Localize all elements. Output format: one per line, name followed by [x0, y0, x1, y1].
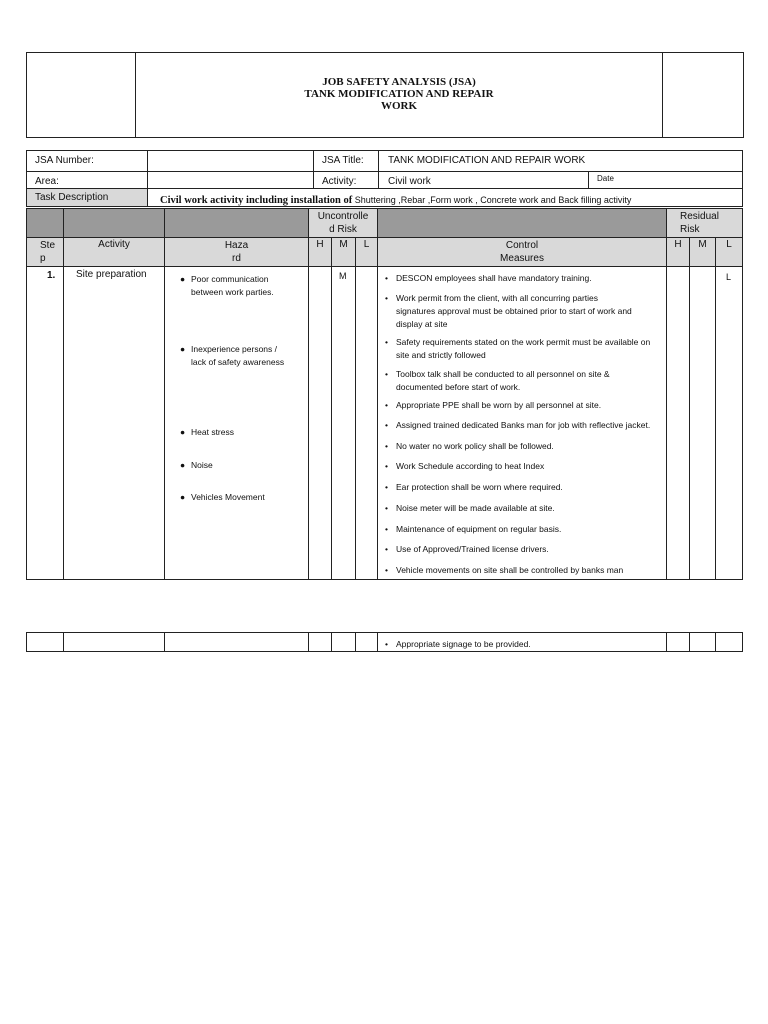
control-item: • Assigned trained dedicated Banks man for job with reflective jacket.: [385, 420, 651, 430]
col-residual-h: H: [674, 239, 682, 250]
control-item: • Work Schedule according to heat Index: [385, 461, 545, 471]
control-item: • Work permit from the client, with all concurring parties signatures approval must be obtained prior to start of work and display at site: [385, 293, 632, 329]
control-item: • Toolbox talk shall be conducted to all personnel on site & documented before start of work.: [385, 369, 610, 392]
col-hazard-header: Haza rd: [224, 240, 249, 264]
task-description-main: Civil work activity including installation of: [160, 195, 353, 206]
jsa-number-label: JSA Number:: [35, 155, 94, 166]
hazard-item: ● Vehicles Movement: [180, 492, 265, 502]
col-control-header: Control Measures: [500, 240, 544, 264]
col-residual-m: M: [698, 239, 707, 250]
area-label: Area:: [35, 176, 59, 187]
col-residual-l: L: [726, 239, 732, 250]
control-item: • Safety requirements stated on the work permit must be available on site and strictly followed: [385, 337, 651, 360]
row-residual-l: L: [726, 272, 732, 282]
row-step: 1.: [47, 270, 56, 281]
hazard-item: ● Inexperience persons / lack of safety awareness: [180, 344, 285, 367]
col-uncontrolled-l: L: [363, 239, 370, 250]
residual-risk-header: Residual Risk: [680, 211, 719, 235]
task-description-label: Task Description: [35, 192, 109, 203]
row-uncontrolled-m: M: [339, 271, 347, 281]
col-step-header: Ste p: [40, 240, 56, 264]
hazard-item: ● Heat stress: [180, 427, 234, 437]
task-description-value: [160, 190, 631, 208]
uncontrolled-risk-header: Uncontrolle d Risk: [317, 211, 369, 235]
col-activity-header: Activity: [98, 239, 130, 250]
document-title: JOB SAFETY ANALYSIS (JSA) TANK MODIFICATION AND REPAIR WORK: [304, 76, 494, 112]
control-item: • No water no work policy shall be followed.: [385, 441, 554, 451]
activity-value: Civil work: [388, 176, 431, 187]
control-item: • DESCON employees shall have mandatory training.: [385, 273, 592, 283]
control-item: • Appropriate signage to be provided.: [385, 639, 531, 649]
control-item: • Vehicle movements on site shall be controlled by banks man: [385, 565, 624, 575]
row-activity: Site preparation: [76, 269, 147, 280]
header-divider-right: [662, 52, 663, 138]
col-uncontrolled-h: H: [316, 239, 324, 250]
jsa-title-label: JSA Title:: [322, 155, 364, 166]
jsa-title-value: TANK MODIFICATION AND REPAIR WORK: [388, 155, 586, 166]
control-item: • Appropriate PPE shall be worn by all personnel at site.: [385, 400, 602, 410]
col-uncontrolled-m: M: [339, 239, 348, 250]
hazard-item: ● Poor communication between work parties.: [180, 274, 274, 297]
date-label: Date: [597, 174, 614, 183]
control-item: • Ear protection shall be worn where required.: [385, 482, 563, 492]
control-item: • Maintenance of equipment on regular basis.: [385, 524, 562, 534]
control-item: • Noise meter will be made available at site.: [385, 503, 555, 513]
task-description-detail: Shuttering ,Rebar ,Form work , Concrete work and Back filling activity: [352, 195, 632, 205]
control-item: • Use of Approved/Trained license drivers.: [385, 544, 549, 554]
hazard-item: ● Noise: [180, 460, 213, 470]
activity-label: Activity:: [322, 176, 357, 187]
